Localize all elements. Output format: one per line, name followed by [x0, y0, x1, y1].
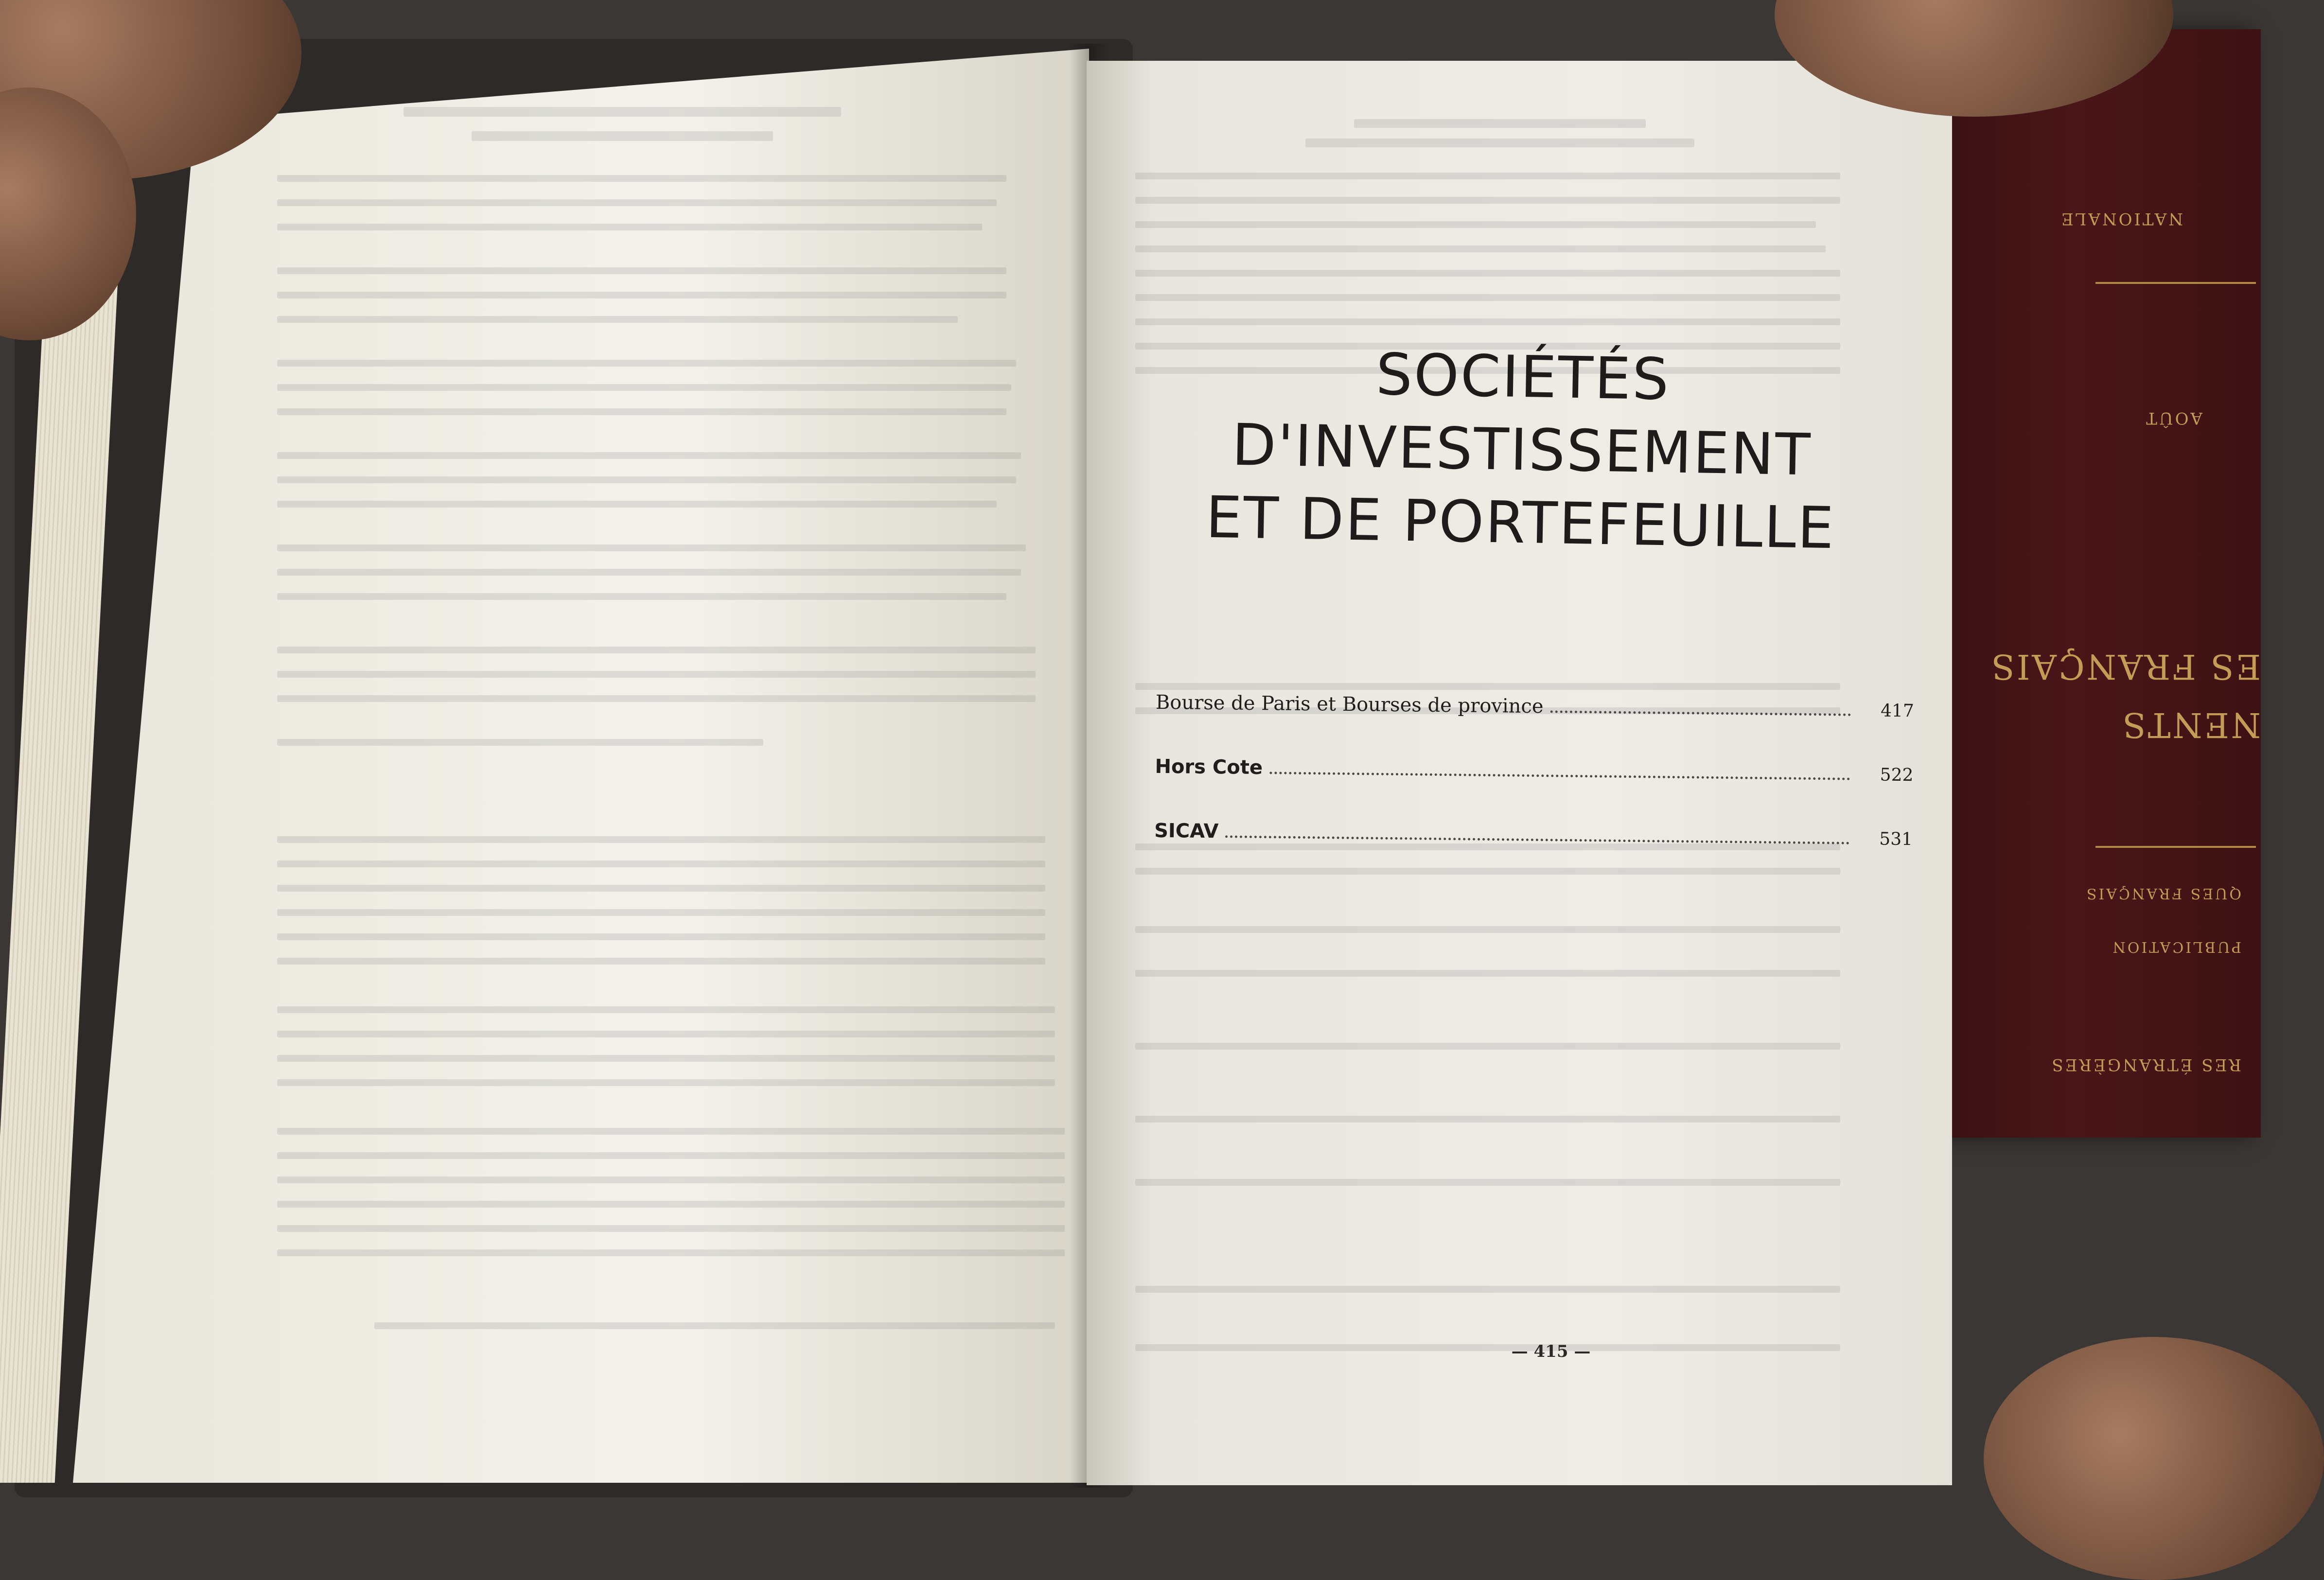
page-title — [1116, 334, 1927, 566]
spine-text: PUBLICATION — [2111, 938, 2241, 955]
toc-entry-page: 531 — [1879, 829, 1913, 850]
toc-entry — [1155, 691, 1914, 763]
spine-rule — [2095, 282, 2256, 284]
spine-text: ES FRANÇAIS — [1989, 647, 2261, 686]
title-line: D'INVESTISSEMENT — [1231, 411, 1813, 489]
toc-leader-dots — [1225, 835, 1849, 844]
left-page — [73, 49, 1089, 1483]
spine-text: NATIONALE — [2059, 209, 2183, 228]
table-of-contents — [1154, 691, 1914, 892]
hand-bottom-right — [1984, 1337, 2324, 1580]
toc-entry — [1154, 755, 1913, 827]
toc-leader-dots — [1550, 710, 1850, 716]
toc-entry-label: SICAV — [1154, 819, 1219, 843]
toc-entry-page: 522 — [1880, 765, 1914, 786]
title-line: ET DE PORTEFEUILLE — [1205, 483, 1836, 562]
spine-text: RES ÉTRANGÈRES — [2050, 1055, 2241, 1074]
toc-entry — [1154, 820, 1913, 892]
background-book — [1950, 29, 2261, 1138]
toc-entry-page: 417 — [1880, 701, 1914, 721]
spine-text: QUES FRANÇAIS — [2084, 885, 2241, 902]
toc-entry-label: Bourse de Paris et Bourses de province — [1155, 691, 1544, 718]
toc-entry-label: Hors Cote — [1155, 755, 1263, 779]
title-line: SOCIÉTÉS — [1375, 340, 1671, 413]
spine-text: NENTS — [2120, 705, 2261, 745]
spine-text: AOÛT — [2144, 408, 2202, 428]
spine-rule — [2095, 846, 2256, 848]
page-number: — 415 — — [1511, 1342, 1591, 1361]
toc-leader-dots — [1269, 772, 1850, 780]
